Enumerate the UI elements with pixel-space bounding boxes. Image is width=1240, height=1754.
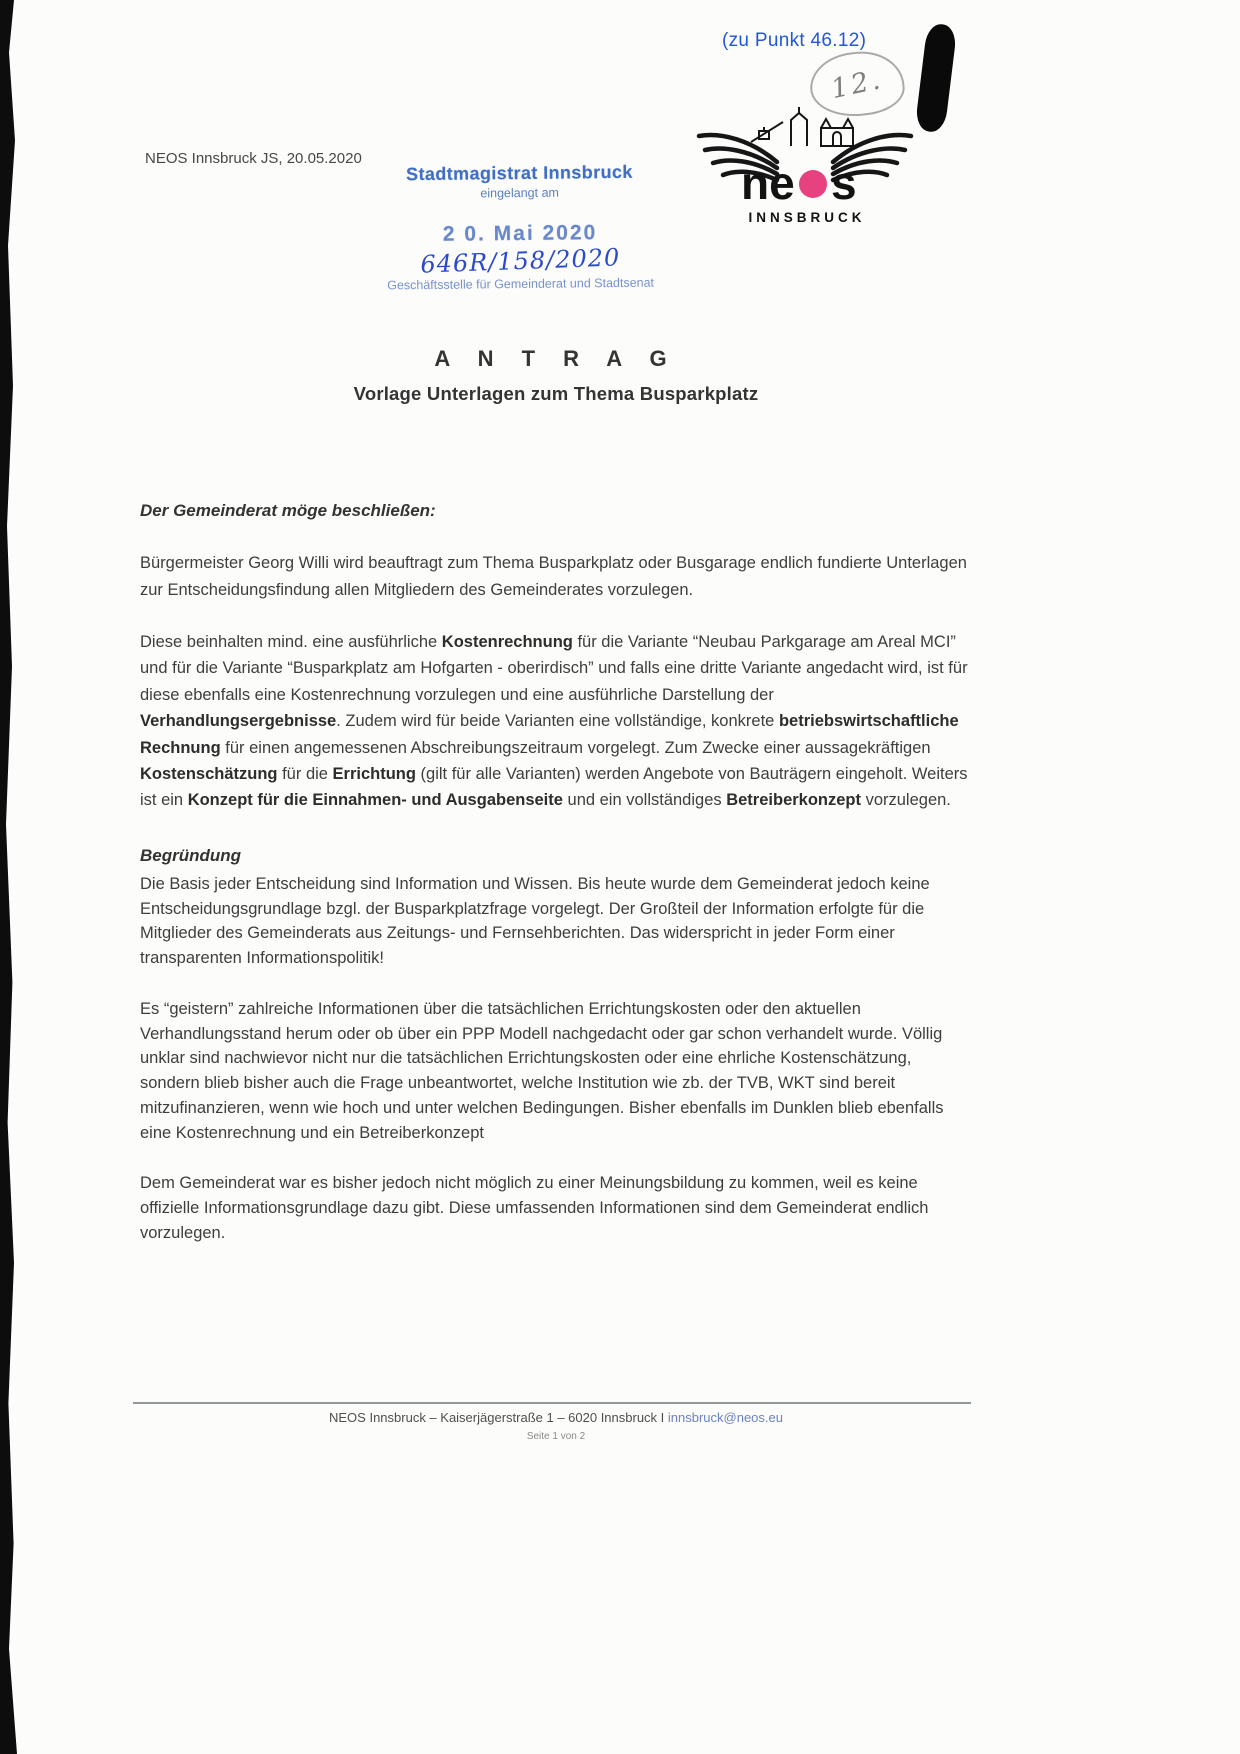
neos-region-label: INNSBRUCK bbox=[748, 210, 866, 225]
neos-wordmark-right: s bbox=[831, 157, 857, 209]
stamp-office-line: Geschäftsstelle für Gemeinderat und Stadtsenat bbox=[387, 275, 655, 293]
resolution-heading: Der Gemeinderat möge beschließen: bbox=[140, 501, 436, 520]
footer-address-text: NEOS Innsbruck – Kaiserjägerstraße 1 – 6020 Innsbruck I bbox=[329, 1410, 668, 1425]
document-subtitle: Vorlage Unterlagen zum Thema Busparkplatz bbox=[353, 383, 759, 404]
stamp-authority: Stadtmagistrat Innsbruck bbox=[406, 161, 633, 185]
sender-date-line: NEOS Innsbruck JS, 20.05.2020 bbox=[145, 150, 362, 167]
neos-logo-graphic bbox=[685, 106, 925, 228]
neos-wordmark-left: ne bbox=[741, 157, 795, 209]
document-body bbox=[140, 497, 972, 1272]
paragraph-resolution-intro: Bürgermeister Georg Willi wird beauftragt zum Thema Busparkplatz oder Busgarage endlich fundierte Unterlagen zur Entscheidungsfindung allen Mitgliedern des Gemeinderates vorzulegen. bbox=[140, 554, 967, 599]
receipt-stamp bbox=[379, 162, 660, 293]
neos-pink-dot-icon bbox=[799, 170, 827, 198]
footer-address-line bbox=[140, 1410, 972, 1425]
innsbruck-skyline-icon bbox=[751, 107, 853, 146]
title-block bbox=[140, 346, 972, 405]
document-title: A N T R A G bbox=[434, 346, 678, 371]
stamp-received-label: eingelangt am bbox=[480, 185, 559, 201]
paragraph-begruendung-2: Es “geistern” zahlreiche Informationen über die tatsächlichen Errichtungskosten oder den aktuellen Verhandlungsstand herum oder ob über ein PPP Modell nachgedacht oder gar schon verhandelt wurde. Völlig unklar sind nachwievor nicht nur die tatsächlichen Errichtungskosten oder eine ehrliche Kostenschätzung, sondern blieb bisher auch die Frage unbeantwortet, welche Institution wie zb. der TVB, WKT sind bereit mitzufinanzieren, wenn wie hoch und unter welchen Bedingungen. Bisher ebenfalls im Dunklen blieb ebenfalls eine Kostenrechnung und ein Betreiberkonzept bbox=[140, 999, 944, 1142]
footer-email-link[interactable]: innsbruck@neos.eu bbox=[667, 1410, 783, 1425]
paragraph-begruendung-1: Die Basis jeder Entscheidung sind Information und Wissen. Bis heute wurde dem Gemeinderat jedoch keine Entscheidungsgrundlage bzgl. der Busparkplatzfrage vorgelegt. Der Großteil der Information erfolgte für die Mitglieder des Gemeinderats aus Zeitungs- und Fernsehberichten. Das widerspricht in jeder Form einer transparenten Informationspolitik! bbox=[140, 874, 930, 968]
paragraph-begruendung-3: Dem Gemeinderat war es bisher jedoch nicht möglich zu einer Meinungsbildung zu kommen, weil es keine offizielle Informationsgrundlage dazu gibt. Diese umfassenden Informationen sind dem Gemeinderat endlich vorzulegen. bbox=[140, 1174, 929, 1242]
paragraph-requirements: Diese beinhalten mind. eine ausführliche Kostenrechnung für die Variante “Neubau Parkgarage am Areal MCI” und für die Variante “Busparkplatz am Hofgarten - oberirdisch” und falls eine dritte Variante angedacht wird, ist für diese ebenfalls eine Kostenrechnung vorzulegen und eine ausführliche Darstellung der Verhandlungsergebnisse. Zudem wird für beide Varianten eine vollständige, konkrete betriebswirtschaftliche Rechnung für einen angemessenen Abschreibungszeitraum vorgelegt. Zum Zwecke einer aussagekräftigen Kostenschätzung für die Errichtung (gilt für alle Varianten) werden Angebote von Bauträgern eingeholt. Weiters ist ein Konzept für die Einnahmen- und Ausgabenseite und ein vollständiges Betreiberkonzept vorzulegen. bbox=[140, 632, 968, 810]
footer-divider bbox=[133, 1402, 971, 1404]
begruendung-heading: Begründung bbox=[140, 845, 242, 865]
neos-logo bbox=[685, 106, 925, 228]
agenda-point-note: (zu Punkt 46.12) bbox=[722, 30, 867, 51]
scan-artifact-left-edge bbox=[0, 0, 20, 1754]
footer-page-number: Seite 1 von 2 bbox=[526, 1431, 586, 1442]
handwritten-number-text: 12. bbox=[828, 63, 886, 105]
stamp-received-date: 2 0. Mai 2020 bbox=[442, 221, 598, 246]
stamp-reference-number: 646R/158/2020 bbox=[419, 243, 621, 279]
